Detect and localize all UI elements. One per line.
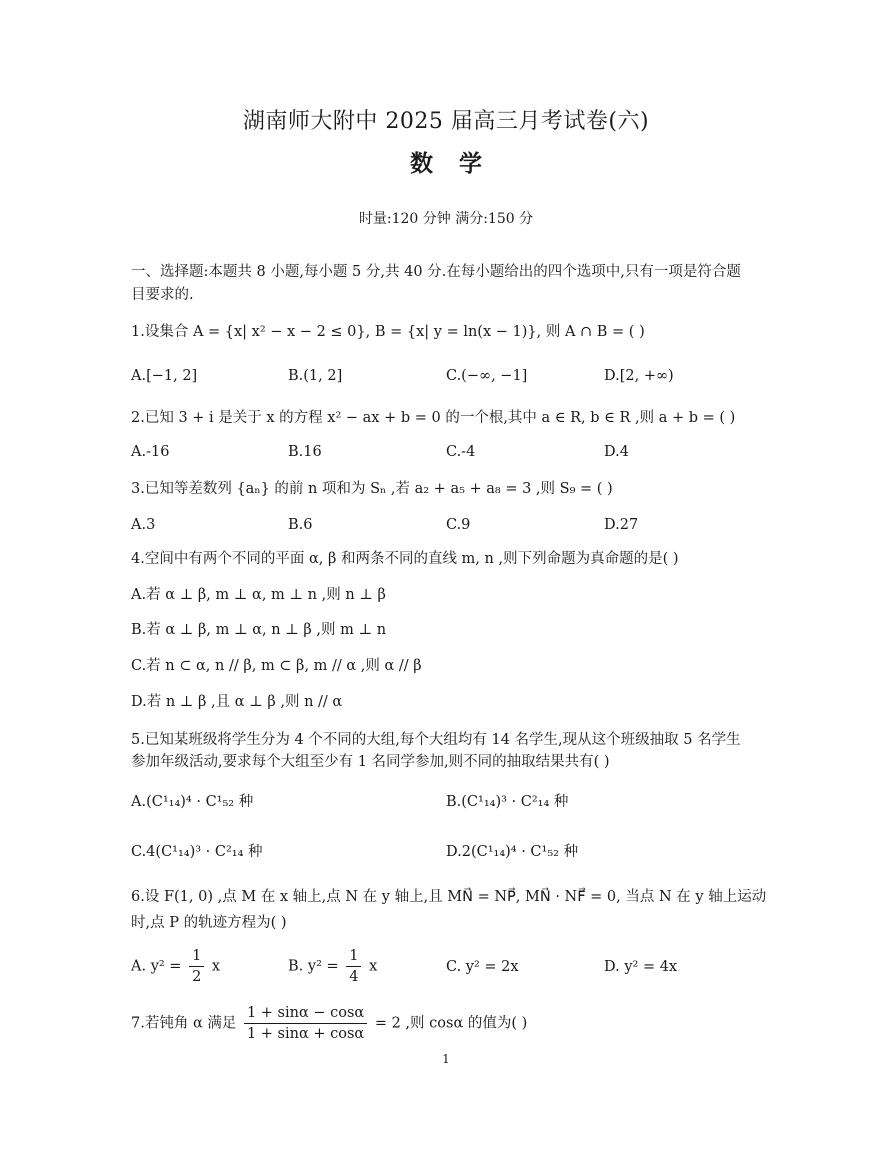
q4-option-a: A.若 α ⊥ β, m ⊥ α, m ⊥ n ,则 n ⊥ β (131, 587, 386, 603)
q6-option-d: D. y² = 4x (604, 959, 678, 975)
q4-option-d: D.若 n ⊥ β ,且 α ⊥ β ,则 n // α (131, 694, 343, 710)
question-2-stem: 2.已知 3 + i 是关于 x 的方程 x² − ax + b = 0 的一个根,其中 a ∈ R, b ∈ R ,则 a + b = ( ) (131, 410, 736, 426)
page-number: 1 (442, 1052, 450, 1066)
exam-meta: 时量:120 分钟 满分:150 分 (358, 211, 534, 227)
section-intro-line1: 一、选择题:本题共 8 小题,每小题 5 分,共 40 分.在每小题给出的四个选项中,只有一项是符合题 (131, 264, 741, 280)
q1-option-a: A.[−1, 2] (131, 368, 198, 384)
q5-option-a: A.(C¹₁₄)⁴ · C¹₅₂ 种 (131, 794, 254, 810)
question-6-stem-line1: 6.设 F(1, 0) ,点 M 在 x 轴上,点 N 在 y 轴上,且 MN⃗ = NP⃗, MN⃗ · NF⃗ = 0, 当点 N 在 y 轴上运动 (131, 889, 767, 905)
section-intro-line2: 目要求的. (131, 287, 194, 303)
q5-option-b: B.(C¹₁₄)³ · C²₁₄ 种 (446, 794, 569, 810)
q2-option-a: A.-16 (131, 444, 170, 460)
subject-heading: 数学 (410, 150, 508, 177)
q4-option-b: B.若 α ⊥ β, m ⊥ α, n ⊥ β ,则 m ⊥ n (131, 622, 387, 638)
q6-option-c: C. y² = 2x (446, 959, 519, 975)
q3-option-b: B.6 (288, 517, 313, 533)
question-5-stem-line1: 5.已知某班级将学生分为 4 个不同的大组,每个大组均有 14 名学生,现从这个班级抽取 5 名学生 (131, 732, 741, 748)
question-5-stem-line2: 参加年级活动,要求每个大组至少有 1 名同学参加,则不同的抽取结果共有( ) (131, 754, 610, 770)
q6-option-a: A. y² = $\frac{1}{2}$ x (131, 948, 221, 985)
q2-option-d: D.4 (604, 444, 629, 460)
q6-option-a-fraction: $\frac{1}{2}$ (189, 946, 204, 987)
q6-option-b-fraction: $\frac{1}{4}$ (346, 946, 361, 987)
q3-option-a: A.3 (131, 517, 156, 533)
exam-title: 湖南师大附中 2025 届高三月考试卷(六) (242, 109, 650, 134)
q6-option-b: B. y² = $\frac{1}{4}$ x (288, 948, 378, 985)
q5-option-d: D.2(C¹₁₄)⁴ · C¹₅₂ 种 (446, 844, 579, 860)
question-6-stem-line2: 时,点 P 的轨迹方程为( ) (131, 915, 287, 931)
question-4-stem: 4.空间中有两个不同的平面 α, β 和两条不同的直线 m, n ,则下列命题为真命题的是( ) (131, 551, 679, 567)
question-3-stem: 3.已知等差数列 {aₙ} 的前 n 项和为 Sₙ ,若 a₂ + a₅ + a₈ = 3 ,则 S₉ = ( ) (131, 481, 613, 497)
question-1-stem: 1.设集合 A = {x| x² − x − 2 ≤ 0}, B = {x| y = ln(x − 1)}, 则 A ∩ B = ( ) (131, 324, 645, 340)
q1-option-c: C.(−∞, −1] (446, 368, 528, 384)
question-7-stem: 7.若钝角 α 满足 $\frac{1 + \sin\alpha - \cos\alpha}{1 + \sin\alpha + \cos\alpha}$ = 2 ,则 cosα 的值为( ) (131, 1005, 528, 1042)
q7-fraction: $\frac{1 + \sin\alpha - \cos\alpha}{1 + \sin\alpha + \cos\alpha}$ (244, 1003, 367, 1044)
q1-option-b: B.(1, 2] (288, 368, 343, 384)
q4-option-c: C.若 n ⊂ α, n // β, m ⊂ β, m // α ,则 α // β (131, 658, 422, 674)
q1-option-d: D.[2, +∞) (604, 368, 674, 384)
q2-option-c: C.-4 (446, 444, 476, 460)
question-6-options (131, 946, 771, 990)
q3-option-c: C.9 (446, 517, 471, 533)
q2-option-b: B.16 (288, 444, 322, 460)
q3-option-d: D.27 (604, 517, 639, 533)
q5-option-c: C.4(C¹₁₄)³ · C²₁₄ 种 (131, 844, 263, 860)
